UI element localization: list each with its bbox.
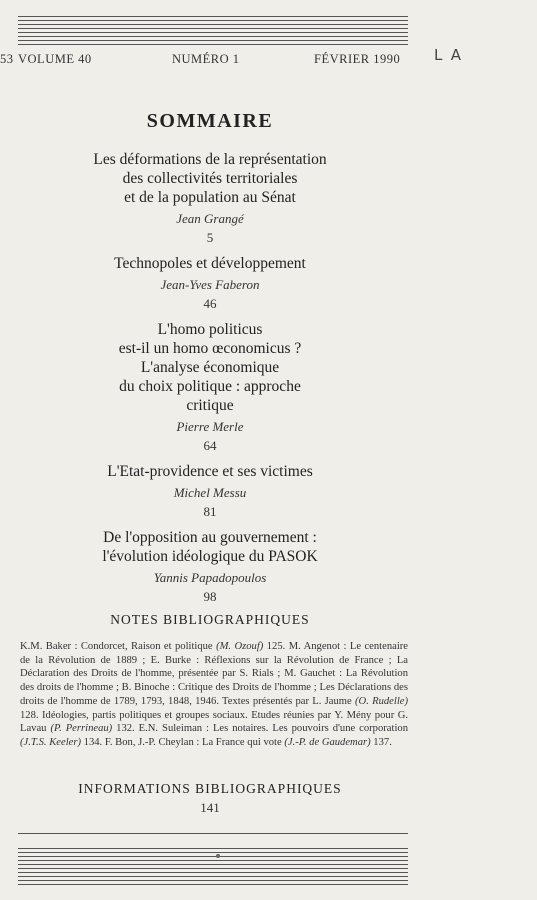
bottom-rule-block	[18, 848, 408, 888]
top-rule-block	[18, 16, 408, 48]
toc-entry	[0, 254, 420, 313]
margin-mark: 53	[0, 52, 14, 66]
toc-entry-title: De l'opposition au gouvernement :	[103, 529, 317, 546]
table-of-contents	[0, 150, 420, 613]
toc-entry-author: Yannis Papadopoulos	[153, 570, 267, 585]
toc-entry-title: et de la population au Sénat	[124, 189, 296, 206]
reviewer-name: (O. Rudelle)	[355, 695, 408, 707]
toc-entry-author: Michel Messu	[173, 485, 247, 500]
toc-entry	[0, 462, 420, 521]
toc-entry-page-number: 98	[203, 589, 217, 604]
page-title: SOMMAIRE	[146, 110, 274, 132]
toc-entry-page-number: 81	[203, 504, 217, 519]
toc-entry-title: l'évolution idéologique du PASOK	[102, 548, 318, 565]
handwritten-annotation: LA	[434, 46, 469, 64]
notes-text-segment: 137.	[370, 736, 392, 748]
volume-label: VOLUME 40	[18, 52, 92, 66]
toc-entry-author: Pierre Merle	[176, 419, 244, 434]
reviewer-name: (M. Ozouf)	[216, 641, 264, 652]
toc-entry-title: L'homo politicus	[157, 321, 263, 338]
toc-entry-title: L'analyse économique	[140, 359, 280, 376]
notes-text-segment: 125. M. Angenot : Le centenaire de la Révolution de 1889 ; E. Burke : Réflexions sur la Révolution de France ; La Déclaration des Droits de l'homme, présentée par S. Rials ; M. Gauchet : La Révolution des droits de l'homme ; B. Binoche : Critique des Droits de l'homme ; Les Déclarations des droits de l'homme de 1789, 1793, 1848, 1946. Textes présentés par L. Jaume	[20, 641, 408, 707]
issue-date: FÉVRIER 1990	[314, 52, 401, 66]
notes-text-segment: 128. Idéologies, partis politiques et groupes sociaux. Etudes réunies par Y. Mény pour G. Lavau	[20, 709, 408, 735]
issue-number: NUMÉRO 1	[172, 52, 240, 66]
toc-entry-title: des collectivités territoriales	[122, 170, 298, 187]
info-page-number: 141	[200, 800, 220, 815]
toc-entry-author: Jean Grangé	[176, 211, 244, 226]
notes-text-segment: 134. F. Bon, J.-P. Cheylan : La France qui vote	[81, 736, 285, 748]
toc-entry-author: Jean-Yves Faberon	[160, 277, 260, 292]
toc-entry	[0, 528, 420, 606]
toc-entry-page-number: 46	[203, 296, 217, 311]
toc-entry-title: critique	[186, 397, 234, 414]
toc-entry-title: Technopoles et développement	[114, 255, 306, 272]
toc-entry-page-number: 64	[203, 438, 217, 453]
toc-entry	[0, 320, 420, 455]
toc-entry-title: L'Etat-providence et ses victimes	[107, 463, 313, 480]
toc-entry-title: du choix politique : approche	[119, 378, 301, 395]
bottom-divider	[18, 833, 408, 834]
notes-text-segment: 132. E.N. Suleiman : Les notaires. Les pouvoirs d'une corporation	[112, 723, 408, 735]
toc-entry-title: Les déformations de la représentation	[93, 151, 327, 168]
toc-entry	[0, 150, 420, 247]
reviewer-name: (J.T.S. Keeler)	[20, 736, 81, 748]
reviewer-name: (P. Perrineau)	[50, 723, 113, 735]
info-heading: INFORMATIONS BIBLIOGRAPHIQUES	[78, 781, 342, 796]
notes-text-segment: K.M. Baker : Condorcet, Raison et politique	[20, 641, 217, 652]
toc-entry-title: est-il un homo œconomicus ?	[118, 340, 302, 357]
notes-text	[20, 640, 408, 750]
toc-entry-page-number: 5	[206, 230, 214, 245]
notes-heading: NOTES BIBLIOGRAPHIQUES	[110, 612, 310, 627]
reviewer-name: (J.-P. de Gaudemar)	[284, 736, 371, 748]
bottom-dot	[216, 854, 220, 858]
